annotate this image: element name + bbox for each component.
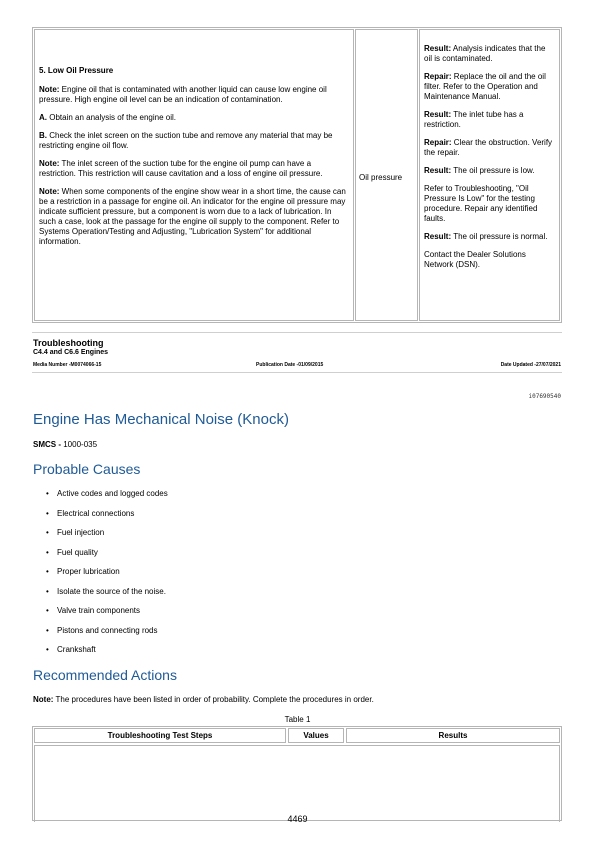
cause-text: Pistons and connecting rods <box>57 625 158 635</box>
result-4: Result: The oil pressure is normal. <box>424 232 548 241</box>
list-item <box>46 645 168 665</box>
step-note-1: Note: Engine oil that is contaminated with another liquid can cause low engine oil pressure. High engine oil level can be an indication of contamination. <box>39 85 327 104</box>
recommended-actions-heading: Recommended Actions <box>33 667 177 683</box>
result-1: Result: Analysis indicates that the oil is contaminated. <box>424 44 546 63</box>
result-2: Result: The inlet tube has a restriction. <box>424 110 524 129</box>
contact-text: Contact the Dealer Solutions Network (DSN). <box>424 250 526 269</box>
doc-id: i07690540 <box>528 393 561 400</box>
list-item <box>46 606 168 626</box>
list-item <box>46 528 168 548</box>
bullet-icon: • <box>46 567 49 576</box>
doc-subtitle: C4.4 and C6.6 Engines <box>33 349 109 356</box>
list-item <box>46 489 168 509</box>
cause-text: Crankshaft <box>57 645 96 654</box>
value-cell <box>355 29 418 321</box>
bullet-icon: • <box>46 547 49 557</box>
table-header-values: Values <box>288 728 344 743</box>
page-number: 4469 <box>287 814 308 824</box>
list-item <box>46 567 168 587</box>
cause-text: Proper lubrication <box>57 567 120 576</box>
publication-date: Publication Date -01/09/2015 <box>256 362 324 368</box>
results-cell <box>419 29 560 321</box>
probable-causes-list <box>46 489 168 665</box>
result-3: Result: The oil pressure is low. <box>424 166 535 175</box>
cause-text: Valve train components <box>57 606 141 615</box>
table-caption: Table 1 <box>284 715 311 724</box>
bullet-icon: • <box>46 508 49 518</box>
bullet-icon: • <box>46 606 49 615</box>
table-header-results: Results <box>346 728 560 743</box>
bullet-icon: • <box>46 586 49 596</box>
troubleshooting-table <box>32 726 562 821</box>
probable-causes-heading: Probable Causes <box>33 461 141 477</box>
table-header-steps: Troubleshooting Test Steps <box>34 728 286 743</box>
list-item <box>46 587 168 607</box>
value-text: Oil pressure <box>359 173 403 182</box>
step-a: A. Obtain an analysis of the engine oil. <box>39 113 176 122</box>
smcs-code: SMCS - 1000-035 <box>33 440 98 449</box>
step-note-2: Note: The inlet screen of the suction tube for the engine oil pump can have a restriction. This restriction will cause cavitation and a loss of engine oil pressure. <box>39 159 323 178</box>
procedure-note: Note: The procedures have been listed in order of probability. Complete the procedures in order. <box>33 695 374 704</box>
step-heading: 5. Low Oil Pressure <box>39 66 114 75</box>
header-divider <box>32 332 562 333</box>
bullet-icon: • <box>46 625 49 635</box>
page-title: Engine Has Mechanical Noise (Knock) <box>33 411 289 428</box>
header-divider-bottom <box>32 372 562 373</box>
cause-text: Fuel quality <box>57 547 98 557</box>
step-note-3: Note: When some components of the engine show wear in a short time, the cause can be a restriction in a passage for engine oil. An indicator for the engine oil pressure may indicate sufficient pressure, but a component is worn due to a lack of lubrication. In such a case, look at the passage for the engine oil supply to the component. Refer to Systems Operation/Testing and Adjusting, "Lubrication System" for additional information. <box>39 187 346 246</box>
bullet-icon: • <box>46 645 49 654</box>
cause-text: Fuel injection <box>57 528 105 537</box>
list-item <box>46 548 168 568</box>
list-item <box>46 509 168 529</box>
step-b: B. Check the inlet screen on the suction tube and remove any material that may be restricting engine oil flow. <box>39 131 333 150</box>
step-table <box>32 27 562 323</box>
refer-text: Refer to Troubleshooting, "Oil Pressure Is Low" for the testing procedure. Repair any identified faults. <box>424 184 538 223</box>
list-item <box>46 626 168 646</box>
repair-2: Repair: Clear the obstruction. Verify the repair. <box>424 138 553 157</box>
step-cell <box>34 29 354 321</box>
bullet-icon: • <box>46 528 49 537</box>
cause-text: Electrical connections <box>57 508 135 518</box>
date-updated: Date Updated -27/07/2021 <box>500 362 561 368</box>
table-body <box>34 745 560 822</box>
media-number: Media Number -M0074066-15 <box>33 362 102 368</box>
cause-text: Active codes and logged codes <box>57 489 168 498</box>
bullet-icon: • <box>46 489 49 498</box>
doc-category: Troubleshooting <box>33 338 104 348</box>
cause-text: Isolate the source of the noise. <box>57 586 166 596</box>
repair-1: Repair: Replace the oil and the oil filter. Refer to the Operation and Maintenance Manual. <box>424 72 546 101</box>
